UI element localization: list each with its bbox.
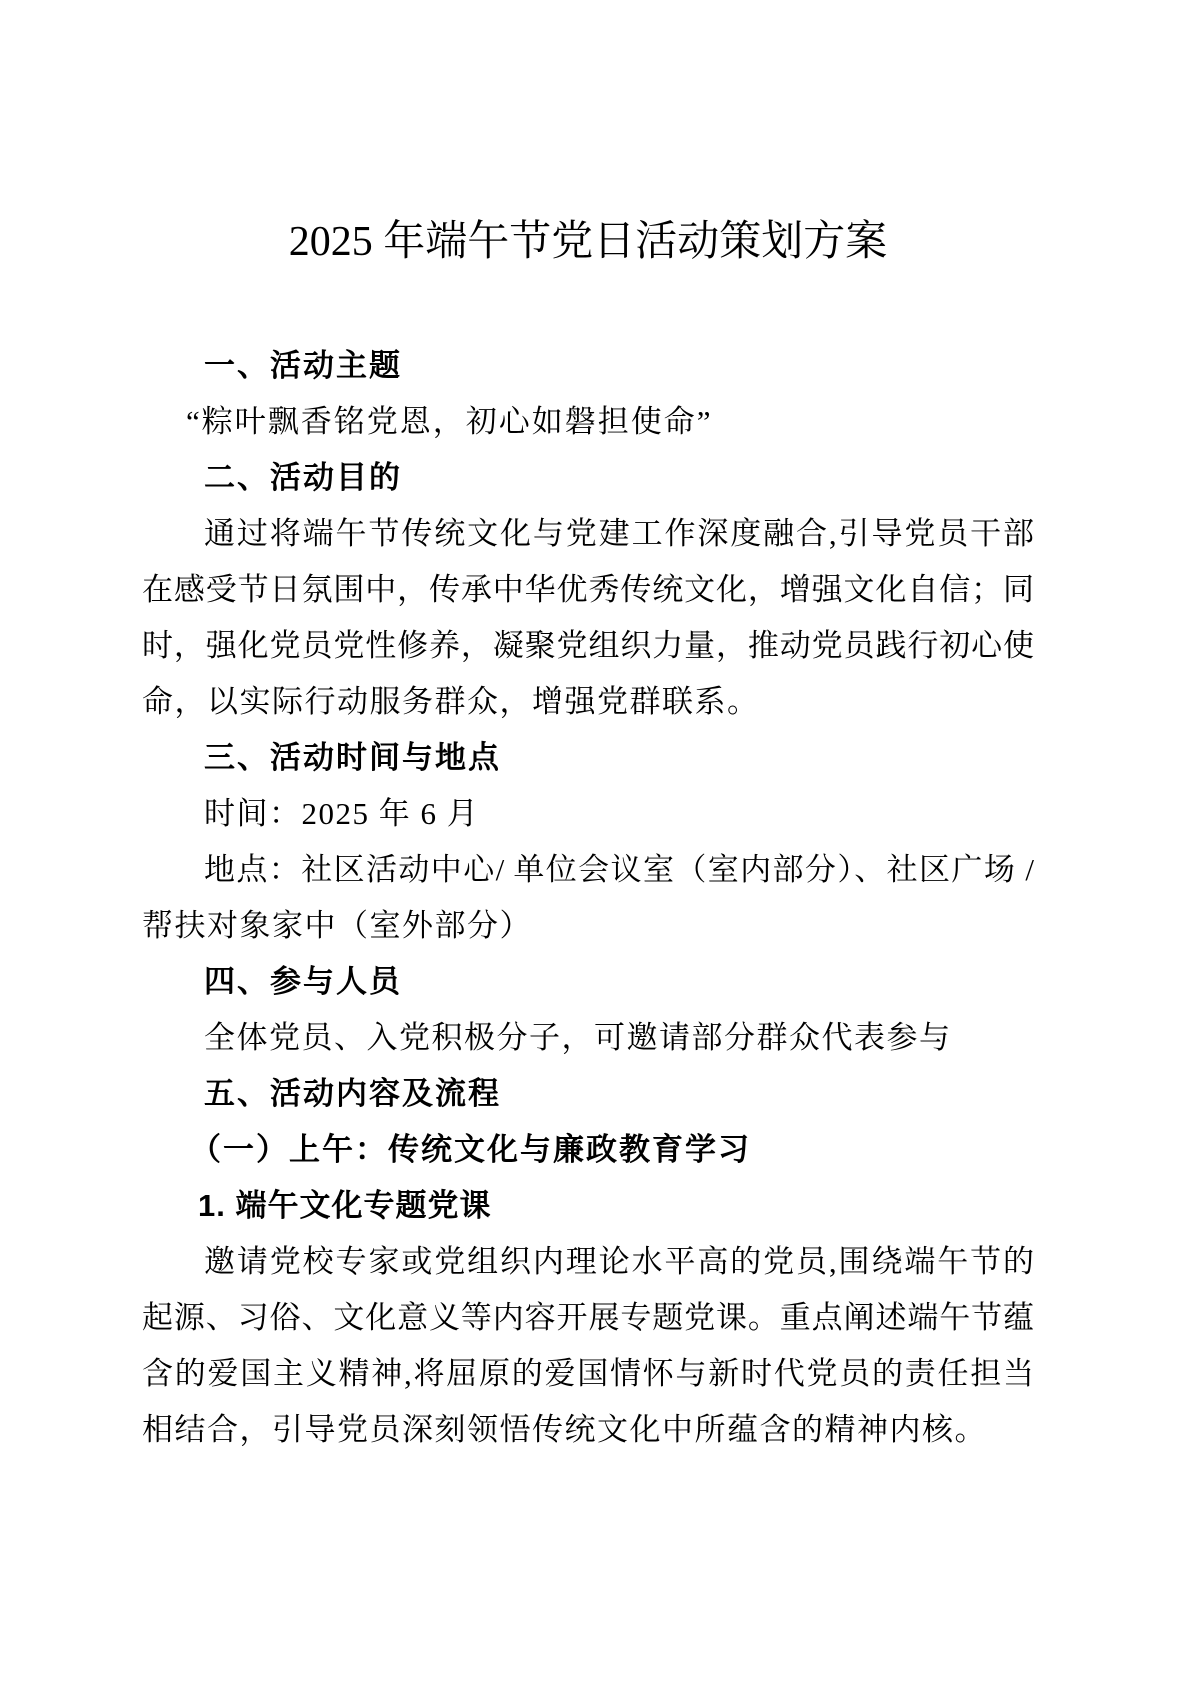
lecture-line-4: 相结合，引导党员深刻领悟传统文化中所蕴含的精神内核。 [142,1412,987,1447]
purpose-line-1: 通过将端午节传统文化与党建工作深度融合,引导党员干部 [204,516,1034,551]
location-line-2: 帮扶对象家中（室外部分） [142,908,532,943]
section-heading-content-flow: 五、活动内容及流程 [204,1076,501,1111]
section-heading-activity-purpose: 二、活动目的 [204,460,402,495]
participants-line: 全体党员、入党积极分子，可邀请部分群众代表参与 [204,1020,952,1055]
section-heading-participants: 四、参与人员 [204,964,402,999]
purpose-line-4: 命，以实际行动服务群众，增强党群联系。 [142,684,760,719]
purpose-line-2: 在感受节日氛围中，传承中华优秀传统文化，增强文化自信；同 [142,572,1034,607]
lecture-line-2: 起源、习俗、文化意义等内容开展专题党课。重点阐述端午节蕴 [142,1300,1034,1335]
lecture-line-1: 邀请党校专家或党组织内理论水平高的党员,围绕端午节的 [204,1244,1034,1279]
section-heading-time-place: 三、活动时间与地点 [204,740,501,775]
item-heading-duanwu-lecture: 1. 端午文化专题党课 [198,1188,492,1223]
theme-quote: “粽叶飘香铭党恩，初心如磐担使命” [186,404,713,439]
subsection-heading-morning: （一）上午：传统文化与廉政教育学习 [190,1132,751,1167]
lecture-line-3: 含的爱国主义精神,将屈原的爱国情怀与新时代党员的责任担当 [142,1356,1034,1391]
document-title: 2025 年端午节党日活动策划方案 [288,219,888,265]
section-heading-activity-theme: 一、活动主题 [204,348,402,383]
location-line-1: 地点：社区活动中心/ 单位会议室（室内部分）、社区广场 / [204,852,1034,887]
time-line: 时间：2025 年 6 月 [204,796,480,831]
purpose-line-3: 时，强化党员党性修养，凝聚党组织力量，推动党员践行初心使 [142,628,1034,663]
